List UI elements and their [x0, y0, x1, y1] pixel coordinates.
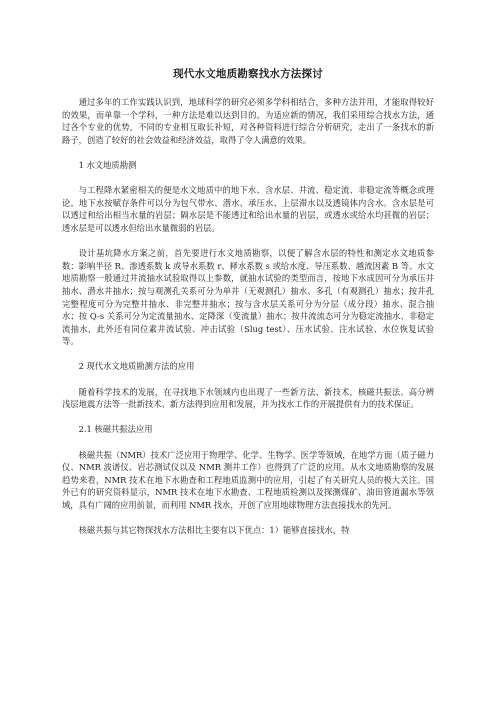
document-body [62, 96, 434, 549]
body-paragraph: 随着科学技术的发展，在寻找地下水领域内也出现了一些新方法、新技术，核磁共振法、高分辨浅层地震方法等一批新技术、新方法得到应用和发展，并为找水工作的开展提供有力的技术保证。 [62, 386, 434, 410]
body-paragraph: 核磁共振与其它物探找水方法相比主要有以下优点：1）能够直接找水，特 [78, 525, 350, 536]
body-paragraph: 与工程降水紧密相关的便是水文地质中的地下水、含水层、井流、稳定流、非稳定流等概念或理论。地下水按赋存条件可以分为包气带水、潜水、承压水、上层滞水以及透镜体内含水。含水层是可以透过和给出相当水量的岩层；隔水层是不能透过和给出水量的岩层，或透水或给水均甚微的岩层；透水层是可以透水但给出水量微弱的岩层。 [62, 185, 434, 233]
body-paragraph: 核磁共振（NMR）技术广泛应用于物理学、化学、生物学、医学等领域，在地学方面（质子磁力仪、NMR 波谱仪、岩芯测试仪以及 NMR 测井工作）也得到了广泛的应用。从水文地质勘察的发展趋势来看，NMR 技术在地下水勘查和工程地质监测中的应用，引起了有关研究人员的极大关注。国外已有的研究资料显示，NMR 技术在地下水勘查、工程地质检测以及探测煤矿、油田管道漏水等领域，具有广阔的应用前景，而利用 NMR 找水，开创了应用地球物理方法直接找水的先河。 [62, 449, 434, 510]
section-heading-1: 1 水文地质勘测 [78, 159, 137, 170]
document-title: 现代水文地质勘察找水方法探讨 [173, 68, 323, 80]
intro-paragraph: 通过多年的工作实践认识到，地球科学的研究必须多学科相结合，多种方法并用，才能取得较好的效果，而单靠一个学科，一种方法是难以达到目的。为适应新的情况，我们采用综合找水方法，通过各个专业的优势，不同的专业相互取长补短，对各种资料进行综合分析研究，走出了一条找水的新路子，创造了较好的社会效益和经济效益，取得了令人满意的效果。 [62, 97, 434, 145]
section-heading-2: 2 现代水文地质勘测方法的应用 [78, 361, 195, 372]
body-paragraph: 设计基坑降水方案之前，首先要进行水文地质勘察，以便了解含水层的特性和测定水文地质参数：影响半径 R、渗透系数 k 或导水系数 r、释水系数 s 或给水度、导压系数、越流因素 B 等。水文地质勘察一般通过井流抽水试验取得以上参数，就抽水试验的类型而言，按地下水成因可分为承压井抽水、潜水井抽水；按与观测孔关系可分为单井（无观测孔）抽水、多孔（有观测孔）抽水；按井孔完整程度可分为完整井抽水、非完整井抽水；按与含水层关系可分为分层（成分段）抽水、混合抽水；按 Q-s 关系可分为定流量抽水、定降深（变流量）抽水；按井流流态可分为稳定流抽水、非稳定流抽水，此外还有同位素井流试验、冲击试验（Slug test）、压水试验、注水试验、水位恢复试验等。 [62, 248, 434, 347]
section-heading-2-1: 2.1 核磁共振法应用 [78, 424, 153, 435]
